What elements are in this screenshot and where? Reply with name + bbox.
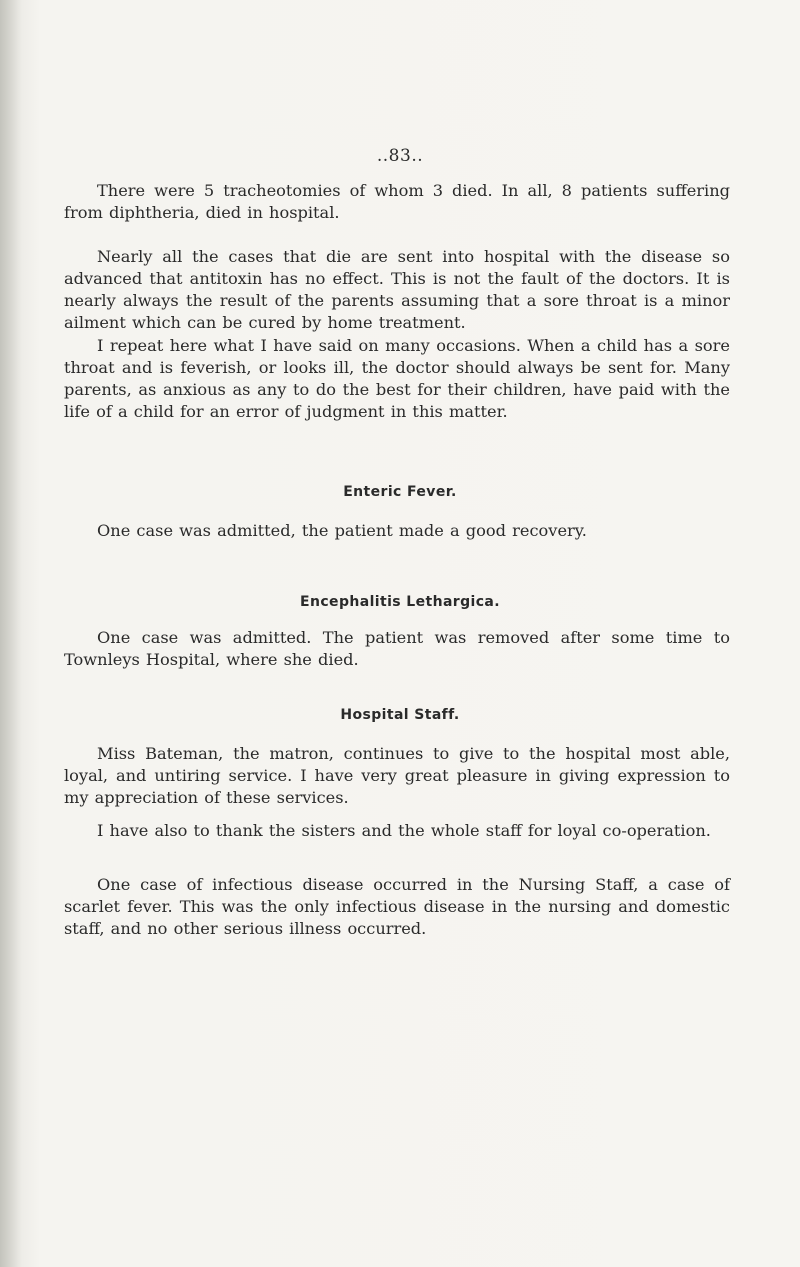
page-number: ..83..: [376, 146, 424, 166]
paragraph-sore-throat-advice: I repeat here what I have said on many occasions. When a child has a sore throat and is feverish, or looks ill, the doctor should always be sent for. Many parents, as anxious as any to do the best for their children, have paid with the life of a child for an error of judgment in this matter.: [64, 336, 730, 421]
heading-enteric-fever: Enteric Fever.: [343, 484, 457, 500]
paragraph-advanced-cases: Nearly all the cases that die are sent into hospital with the disease so advanced that antitoxin has no effect. This is not the fault of the doctors. It is nearly always the result of the parents assuming that a sore throat is a minor ailment which can be cured by home treatment.: [64, 247, 730, 332]
paragraph-encephalitis: One case was admitted. The patient was removed after some time to Townleys Hospital, where she died.: [64, 628, 730, 669]
paragraph-nursing-staff-infection: One case of infectious disease occurred in the Nursing Staff, a case of scarlet fever. This was the only infectious disease in the nursing and domestic staff, and no other serious illness occurred.: [64, 875, 730, 938]
heading-hospital-staff: Hospital Staff.: [340, 707, 460, 723]
page-spine-shadow: [0, 0, 22, 1267]
paragraph-enteric-fever: One case was admitted, the patient made a good recovery.: [97, 521, 587, 540]
paragraph-matron: Miss Bateman, the matron, continues to give to the hospital most able, loyal, and untiring service. I have very great pleasure in giving expression to my appreciation of these services.: [64, 744, 730, 807]
paragraph-tracheotomies: There were 5 tracheotomies of whom 3 died. In all, 8 patients suffering from diphtheria, died in hospital.: [64, 181, 730, 222]
paragraph-thanks-staff: I have also to thank the sisters and the whole staff for loyal co-operation.: [97, 821, 711, 840]
heading-encephalitis-lethargica: Encephalitis Lethargica.: [300, 594, 500, 610]
